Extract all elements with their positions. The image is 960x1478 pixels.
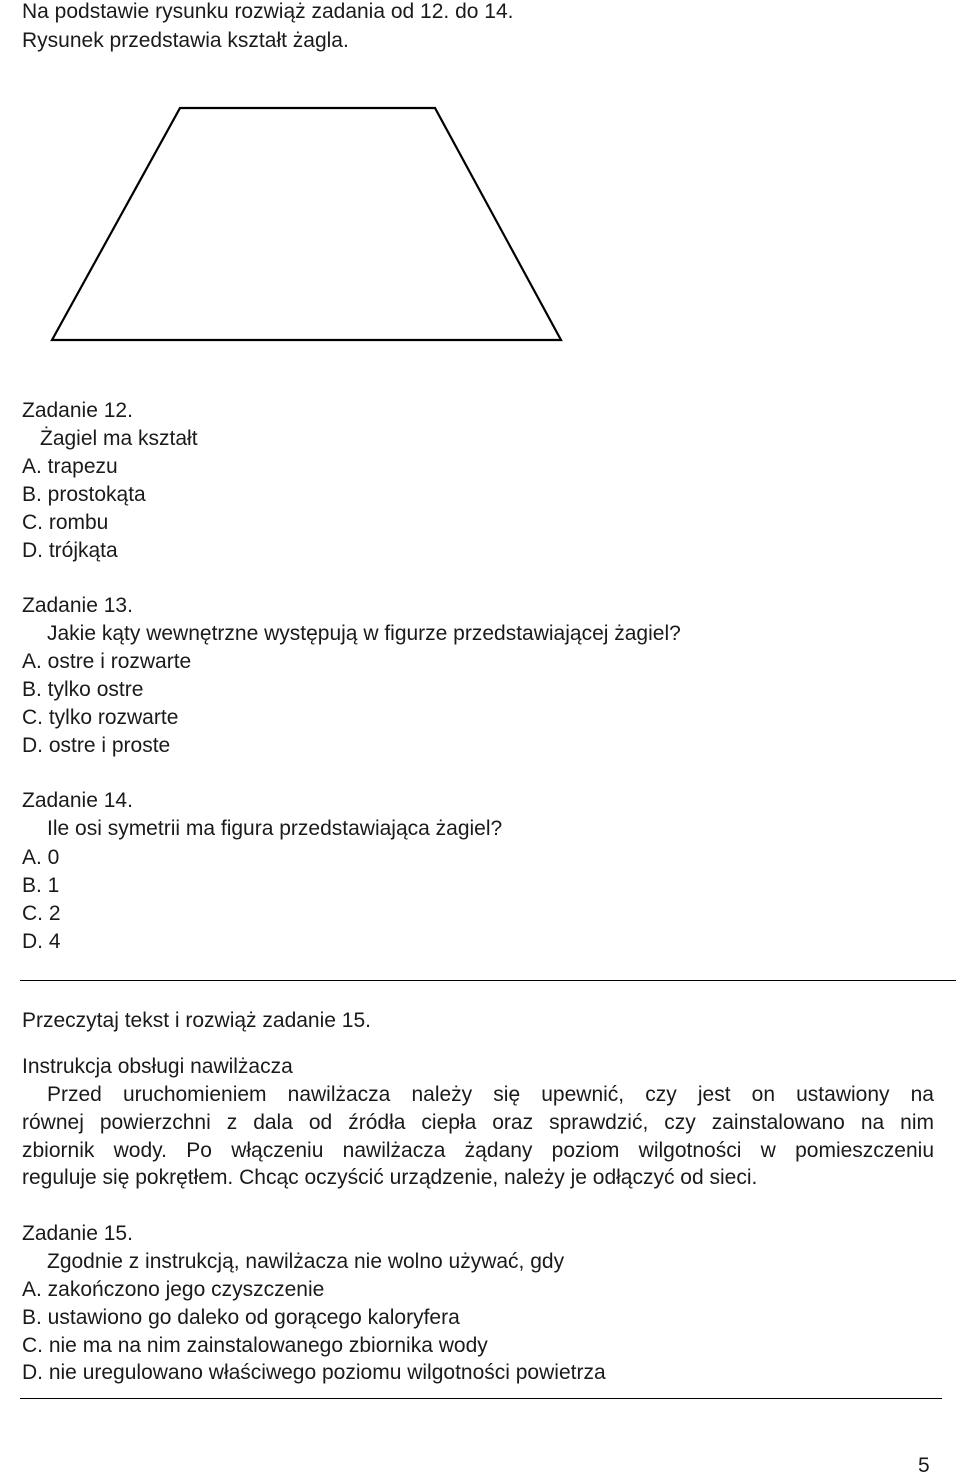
- intro-line-1: Na podstawie rysunku rozwiąż zadania od 12. do 14.: [22, 0, 514, 23]
- task15-option-c: C. nie ma na nim zainstalowanego zbiornika wody: [22, 1334, 488, 1357]
- task15-option-d: D. nie uregulowano właściwego poziomu wilgotności powietrza: [22, 1361, 606, 1384]
- task12-option-b: B. prostokąta: [22, 483, 146, 506]
- task14-option-a: A. 0: [22, 846, 60, 869]
- task13-option-a: A. ostre i rozwarte: [22, 650, 192, 673]
- task12-option-c: C. rombu: [22, 511, 109, 534]
- task14-title: Zadanie 14.: [22, 789, 133, 812]
- task13-option-b: B. tylko ostre: [22, 678, 144, 701]
- footer-divider: [20, 1398, 942, 1399]
- task13-option-c: C. tylko rozwarte: [22, 706, 179, 729]
- reading-paragraph-line: zbiornik wody. Po włączeniu nawilżacza żądany poziom wilgotności w pomieszczeniu: [22, 1139, 934, 1162]
- task14-option-d: D. 4: [22, 930, 61, 953]
- intro-line-2: Rysunek przedstawia kształt żagla.: [22, 29, 349, 52]
- reading-heading: Instrukcja obsługi nawilżacza: [22, 1055, 293, 1078]
- task13-option-d: D. ostre i proste: [22, 734, 171, 757]
- reading-paragraph-line: Przed uruchomieniem nawilżacza należy się upewnić, czy jest on ustawiony na: [47, 1083, 934, 1106]
- task14-question: Ile osi symetrii ma figura przedstawiająca żagiel?: [47, 817, 503, 840]
- task13-question: Jakie kąty wewnętrzne występują w figurze przedstawiającej żagiel?: [47, 622, 681, 645]
- task14-option-c: C. 2: [22, 902, 61, 925]
- page-number: 5: [918, 1454, 930, 1477]
- reading-paragraph-line: reguluje się pokrętłem. Chcąc oczyścić urządzenie, należy je odłączyć od sieci.: [22, 1166, 758, 1189]
- task13-title: Zadanie 13.: [22, 594, 133, 617]
- section-divider: [20, 980, 956, 981]
- reading-paragraph-line: równej powierzchni z dala od źródła ciepła oraz sprawdzić, czy zainstalowano na nim: [22, 1111, 934, 1134]
- task12-question: Żagiel ma kształt: [40, 427, 198, 450]
- reading-instruction: Przeczytaj tekst i rozwiąż zadanie 15.: [22, 1009, 371, 1032]
- task12-title: Zadanie 12.: [22, 399, 133, 422]
- task15-title: Zadanie 15.: [22, 1222, 133, 1245]
- task12-option-a: A. trapezu: [22, 455, 118, 478]
- task15-option-a: A. zakończono jego czyszczenie: [22, 1278, 325, 1301]
- task14-option-b: B. 1: [22, 874, 60, 897]
- sail-trapezoid: [52, 108, 561, 340]
- task15-question: Zgodnie z instrukcją, nawilżacza nie wolno używać, gdy: [47, 1250, 565, 1273]
- task15-option-b: B. ustawiono go daleko od gorącego kaloryfera: [22, 1306, 460, 1329]
- task12-option-d: D. trójkąta: [22, 539, 118, 562]
